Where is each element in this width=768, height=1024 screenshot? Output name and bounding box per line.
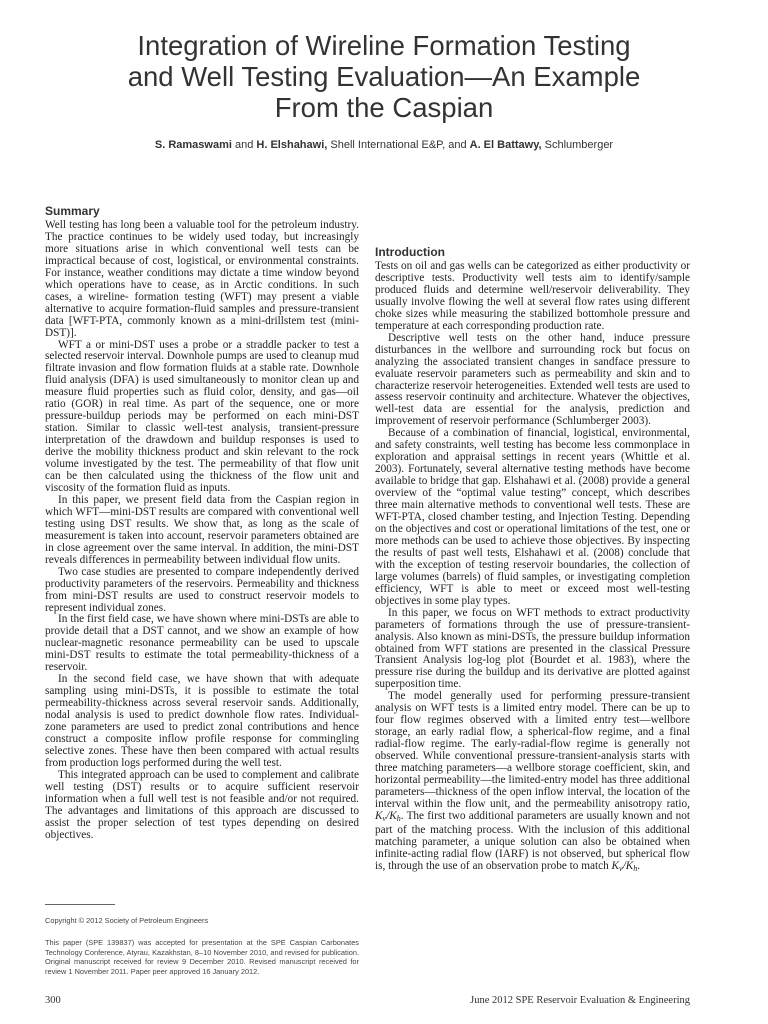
paper-note: This paper (SPE 139837) was accepted for presentation at the SPE Caspian Carbonates Technology Conference, Atyrau, Kazakhstan, 8–10 November 2010, and revised for publication. Original manuscript received for review 9 December 2010. Revised manuscript received for review 1 November 2011. Paper peer approved 16 January 2012. [45, 938, 359, 976]
math-sub-v: v [619, 863, 623, 873]
math-kv: K [611, 859, 620, 872]
summary-paragraph: In the second field case, we have shown that with adequate sampling using mini-DSTs, it is possible to estimate the total permeability-thickness across several reservoir sands. Additionally, nodal analysis is used to predict downhole flow rates. Individual-zone parameters are used to predict zonal contributions and hence construct a composite inflow profile response for commingling selective zones. These have then been compared with actual results from production logs performed during the well test. [45, 673, 359, 769]
title-line-1: Integration of Wireline Formation Testing [137, 30, 631, 61]
introduction-text: The model generally used for performing pressure-transient analysis on WFT tests is a limited entry model. There can be up to four flow regimes observed with a limited entry test—wellbore storage, an early radial flow, a spherical-flow regime, and a final radial-flow regime. The early-radial-flow regime is generally not observed. While conventional pressure-transient-analysis starts with three matching parameters—a wellbore storage coefficient, skin, and horizontal permeability—the limited-entry model has three additional parameters—thickness of the open inflow interval, the location of the interval within the flow unit, and the permeability anisotropy ratio, [375, 690, 690, 810]
summary-paragraph: Two case studies are presented to compare independently derived productivity parameters of the reservoirs. Permeability and thickness from mini-DST results are used to construct reservoir models to represent individual zones. [45, 565, 359, 614]
summary-paragraph: In the first field case, we have shown where mini-DSTs are able to provide detail that a DST cannot, and we show an example of how nuclear-magnetic resonance permeability can be used to upscale mini-DST results to estimate the total permeability-thickness of a reservoir. [45, 613, 359, 674]
introduction-paragraph: Tests on oil and gas wells can be categorized as either productivity or descriptive tests. Productivity well tests aim to identify/sample produced fluids and determine well/reservoir deliverability. They usually involve flowing the well at several flow rates using different choke sizes while measuring the stabilized bottomhole pressure and temperature at each corresponding production rate. [375, 260, 690, 332]
math-sub-h: h [633, 863, 638, 873]
right-column [375, 205, 690, 875]
journal-footer: June 2012 SPE Reservoir Evaluation & Engineering [470, 995, 690, 1006]
page-number: 300 [45, 995, 61, 1006]
summary-paragraph: In this paper, we present field data from the Caspian region in which WFT—mini-DST results are compared with conventional well testing using DST results. We show that, as long as the scale of measurement is taken into account, reservoir parameters obtained are in close agreement over the same interval. In addition, the mini-DST reveals differences in permeability between individual flow units. [45, 493, 359, 566]
introduction-paragraph: Descriptive well tests on the other hand, induce pressure disturbances in the wellbore and surrounding rock but focus on analyzing the associated transient changes in sandface pressure to evaluate reservoir parameters such as permeability and skin and to characterize reservoir heterogeneities. Extended well tests are used to assess reservoir continuity and architecture. Whatever the objectives, well-test data are essential for the analysis, prediction and improvement of reservoir performance (Schlumberger 2003). [375, 331, 690, 428]
summary-paragraph: Well testing has long been a valuable tool for the petroleum industry. The practice continues to be widely used today, but increasingly more situations arise in which conventional well tests can be impractical because of cost, logistical, or environmental constraints. For instance, weather conditions may dictate a time window beyond which operations have to cease, as in Arctic conditions. In such cases, a wireline- formation testing (WFT) may present a viable alternative to acquire formation-fluid samples and pressure-transient data [WFT-PTA, commonly known as a mini-drillstem test (mini-DST)]. [45, 219, 359, 339]
author-elshahawi: H. Elshahawi, [256, 139, 328, 151]
author-ramaswami: S. Ramaswami [154, 139, 232, 151]
title-line-3: From the Caspian [274, 92, 494, 123]
introduction-paragraph: Because of a combination of financial, logistical, environmental, and safety constraints, well testing has become less commonplace in exploration and appraisal settings in recent years (Whittle et al. 2003). Fortunately, several alternative testing methods have become available to bridge that gap. Elshahawi et al. (2008) provide a general overview of the “optimal value testing” concept, which describes three main alternative methods to conventional well tests. These are WFT-PTA, closed chamber testing, and Injection Testing. Depending on the objectives and cost or operational limitations of the test, one or more methods can be used to achieve those objectives. By inspecting the results of past well tests, Elshahawi et al. (2008) conclude that with the exception of testing reservoir boundaries, the collection of large volumes (barrels) of fluid samples, or investigating completion efficiency, WFT is able to meet or exceed most well-testing objectives in some play types. [375, 427, 690, 607]
left-column [45, 204, 359, 842]
footnote-rule [45, 904, 115, 905]
introduction-heading: Introduction [375, 245, 445, 259]
summary-paragraph: WFT a or mini-DST uses a probe or a straddle packer to test a selected reservoir interval. Downhole pumps are used to cleanup mud filtrate invasion and flow formation fluids at a stable rate. Downhole fluid analysis (DFA) is used simultaneously to monitor clean up and measure fluid properties such as fluid color, density, and gas—oil ratio (GOR) in real time. As part of the sequence, one or more pressure-buildup periods may be performed on each mini-DST station. Similar to classic well-test analysis, transient-pressure interpretation of the drawdown and buildup responses is used to derive the mobility thickness product and skin relevant to the rock volume investigated by the test. The permeability of that flow unit can be then calculated using the thickness of the flow unit and viscosity of the formation fluid as inputs. [45, 338, 359, 494]
copyright-notice: Copyright © 2012 Society of Petroleum Engineers [45, 916, 209, 925]
math-kh: /K [386, 809, 397, 822]
math-kh: /K [622, 859, 634, 872]
math-kv: K [375, 809, 383, 822]
author-conjunction: and [231, 139, 257, 151]
affiliation-schlumberger: Schlumberger [541, 139, 614, 151]
introduction-paragraph [375, 691, 690, 874]
author-line [0, 139, 768, 151]
paper-title [30, 30, 738, 123]
math-sub-h: h [396, 813, 401, 823]
author-el-battawy: A. El Battawy, [469, 139, 542, 151]
title-line-2: and Well Testing Evaluation—An Example [127, 61, 641, 92]
introduction-text: . The first two additional parameters are usually known and not part of the matching process. With the inclusion of this additional matching parameter, a unique solution can also be obtained when infinite-acting radial flow (IARF) is not observed, but spherical flow is, through the use of an observation probe to match [375, 809, 690, 872]
summary-heading: Summary [45, 204, 100, 218]
introduction-text: . [637, 859, 641, 872]
introduction-paragraph: In this paper, we focus on WFT methods to extract productivity parameters of formations through the use of pressure-transient-analysis. Also known as mini-DSTs, the pressure buildup information obtained from WFT stations are presented in the classical Pressure Transient Analysis log-log plot (Bourdet et al. 1983), where the pressure rise during the buildup and its derivative are plotted against superposition time. [375, 606, 690, 691]
math-sub-v: v [382, 813, 387, 823]
affiliation-shell: Shell International E&P, and [327, 139, 470, 151]
summary-paragraph: This integrated approach can be used to complement and calibrate well testing (DST) results or to acquire sufficient reservoir information when a full well test is not feasible and/or not required. The advantages and limitations of this approach are discussed to assist the proper selection of test types depending on desired objectives. [45, 768, 359, 841]
